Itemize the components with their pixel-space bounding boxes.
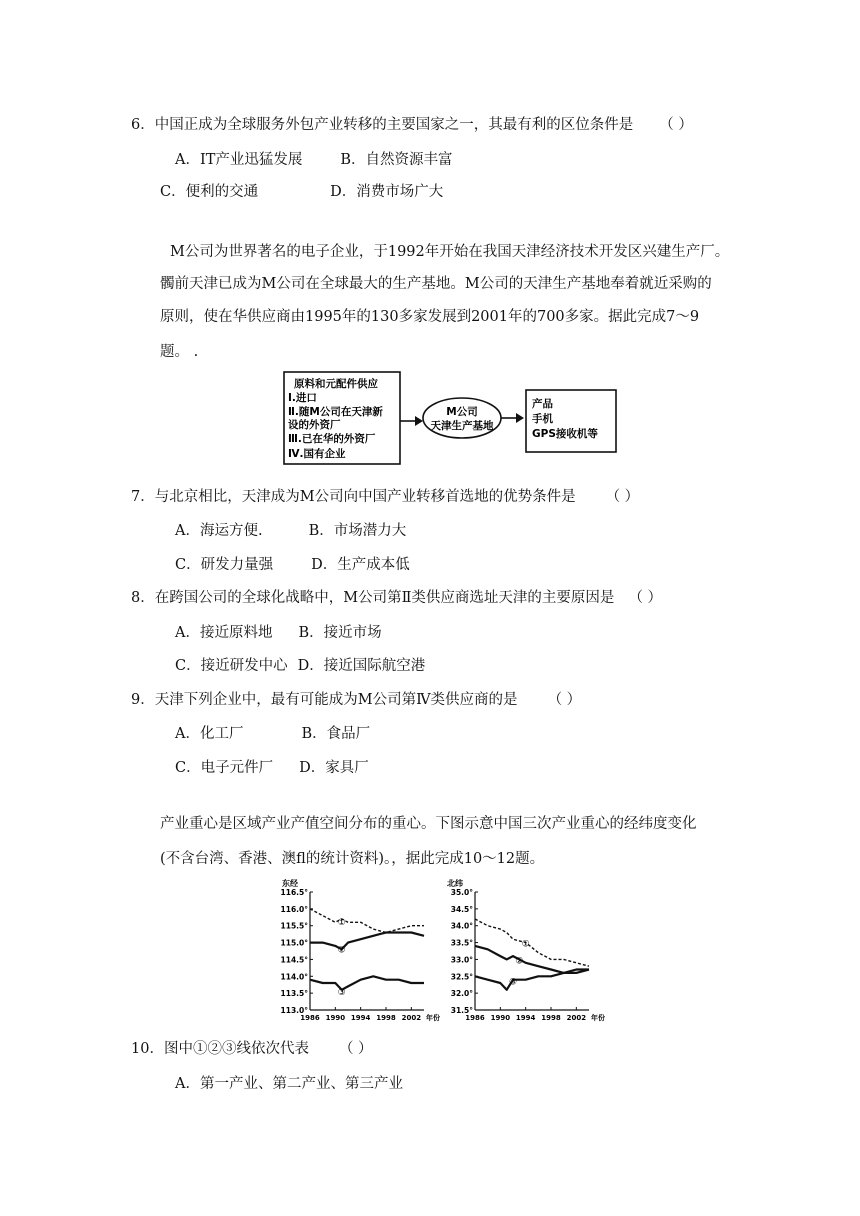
question-7-stem xyxy=(131,485,639,506)
series-label-3: ③ xyxy=(337,987,346,998)
option-a: A．化工厂 xyxy=(175,726,244,742)
x-tick-label: 1994 xyxy=(350,1014,371,1022)
option-d: D．家具厂 xyxy=(299,760,369,776)
y-tick-label: 35.0° xyxy=(450,888,473,897)
question-7-text: 7．与北京相比，天津成为M公司向中国产业转移首选地的优势条件是 xyxy=(131,489,576,505)
option-b: B．市场潜力大 xyxy=(308,523,407,539)
series-line-1 xyxy=(475,919,589,966)
answer-parentheses: （ ） xyxy=(605,489,640,505)
x-tick-label: 2002 xyxy=(566,1014,587,1022)
series-label-3: ③ xyxy=(508,977,518,988)
answer-parentheses: （ ） xyxy=(547,692,582,708)
latitude-chart xyxy=(443,878,605,1026)
question-7-options-row-2 xyxy=(175,553,410,574)
question-6-options-row-2 xyxy=(160,180,443,201)
supply-item-2b: 设的外资厂 xyxy=(288,419,341,431)
question-6-options-row-1 xyxy=(175,148,453,169)
question-7-options-row-1 xyxy=(175,519,406,540)
question-9-options-row-1 xyxy=(175,722,370,743)
y-tick-label: 113.5° xyxy=(280,989,308,999)
y-tick-label: 34.5° xyxy=(450,904,473,914)
option-a: A．接近原料地 xyxy=(175,625,273,641)
supply-item-3: Ⅲ.已在华的外资厂 xyxy=(288,433,376,445)
series-line-2 xyxy=(475,946,589,973)
question-9-stem xyxy=(131,688,581,709)
x-tick-label: 2002 xyxy=(401,1014,422,1022)
option-c: C．研发力量强 xyxy=(175,557,274,573)
question-9-options-row-2 xyxy=(175,756,369,777)
question-10-text: 10．图中①②③线依次代表 xyxy=(131,1041,309,1057)
product-item-2: GPS接收机等 xyxy=(532,428,598,440)
y-tick-label: 114.5° xyxy=(280,955,308,965)
x-tick-label: 1986 xyxy=(465,1014,485,1022)
answer-parentheses: （ ） xyxy=(338,1041,373,1057)
y-tick-label: 32.5° xyxy=(450,972,473,982)
y-tick-label: 116.0° xyxy=(280,904,308,914)
supply-item-4: Ⅳ.国有企业 xyxy=(288,448,346,460)
arrow-head-2 xyxy=(516,413,524,423)
passage-1-line-3: 原则，使在华供应商由1995年的130多家发展到2001年的700多家。据此完成7～9 xyxy=(160,309,700,325)
option-b: B．自然资源丰富 xyxy=(340,152,453,168)
series-line-3 xyxy=(310,976,424,990)
option-c: C．便利的交通 xyxy=(160,184,259,200)
y-tick-label: 115.0° xyxy=(280,938,308,948)
supply-flow-diagram xyxy=(282,370,618,466)
passage-1-line-1: M公司为世界著名的电子企业，于1992年开始在我国天津经济技术开发区兴建生产厂。 xyxy=(170,244,730,260)
x-axis-label: 年份 xyxy=(426,1014,440,1022)
passage-2-line-2: (不含台湾、香港、澳fl的统计资料)。，据此完成10～12题。 xyxy=(160,851,545,867)
series-label-1: ① xyxy=(521,939,530,950)
question-8-stem xyxy=(131,586,662,607)
base-label-1: M公司 xyxy=(446,406,478,418)
passage-2-line-1: 产业重心是区域产业产值空间分布的重心。下图示意中国三次产业重心的经纬度变化 xyxy=(160,816,697,832)
series-line-2 xyxy=(310,933,424,950)
y-tick-label: 115.5° xyxy=(280,921,308,931)
series-label-2: ② xyxy=(515,956,524,967)
x-tick-label: 1998 xyxy=(541,1014,561,1022)
series-line-3 xyxy=(475,970,589,990)
passage-1-line-4: 题。 . xyxy=(160,344,199,360)
series-line-1 xyxy=(310,909,424,933)
y-axis-label: 东经 xyxy=(282,879,298,888)
x-tick-label: 1994 xyxy=(515,1014,536,1022)
option-d: D．消费市场广大 xyxy=(330,184,444,200)
option-c: C．接近研发中心 xyxy=(175,658,288,674)
x-tick-label: 1990 xyxy=(490,1014,511,1022)
supply-title: 原料和元配件供应 xyxy=(294,378,378,390)
question-8-options-row-1 xyxy=(175,621,382,642)
answer-parentheses: （ ） xyxy=(628,590,663,606)
option-b: B．食品厂 xyxy=(301,726,371,742)
question-8-options-row-2 xyxy=(175,654,425,675)
question-10-option-a: A．第一产业、第二产业、第三产业 xyxy=(175,1076,403,1092)
y-tick-label: 113.0° xyxy=(280,1006,308,1015)
option-a: A．IT产业迅猛发展 xyxy=(175,152,303,168)
question-6-text: 6．中国正成为全球服务外包产业转移的主要国家之一，其最有利的区位条件是 xyxy=(131,117,634,133)
base-ellipse xyxy=(423,398,501,438)
longitude-chart xyxy=(278,878,440,1026)
base-label-2: 天津生产基地 xyxy=(430,420,494,432)
option-b: B．接近市场 xyxy=(298,625,382,641)
y-tick-label: 116.5° xyxy=(280,888,308,897)
product-item-1: 手机 xyxy=(532,413,553,425)
x-tick-label: 1998 xyxy=(376,1014,396,1022)
series-label-1: ① xyxy=(337,917,346,928)
option-d: D．接近国际航空港 xyxy=(297,658,426,674)
option-c: C．电子元件厂 xyxy=(175,760,274,776)
question-9-text: 9．天津下列企业中，最有可能成为M公司第Ⅳ类供应商的是 xyxy=(131,692,518,708)
y-tick-label: 33.0° xyxy=(450,955,473,965)
arrow-head-1 xyxy=(415,416,423,426)
x-axis-label: 年份 xyxy=(591,1014,605,1022)
option-a: A．海运方便. xyxy=(175,523,263,539)
y-tick-label: 32.0° xyxy=(450,989,473,999)
supply-item-1: Ⅰ.进口 xyxy=(288,392,317,404)
x-tick-label: 1986 xyxy=(300,1014,320,1022)
y-tick-label: 33.5° xyxy=(450,938,473,948)
answer-parentheses: （ ） xyxy=(659,117,693,133)
option-d: D．生产成本低 xyxy=(311,557,410,573)
y-tick-label: 31.5° xyxy=(450,1006,473,1015)
question-10-stem xyxy=(131,1037,373,1058)
y-axis-label: 北纬 xyxy=(447,879,463,888)
supply-item-2: Ⅱ.随M公司在天津新 xyxy=(288,406,383,418)
question-6-stem xyxy=(131,113,693,134)
x-tick-label: 1990 xyxy=(325,1014,346,1022)
passage-1-line-2: 髑前天津已成为M公司在全球最大的生产基地。M公司的天津生产基地奉着就近采购的 xyxy=(160,276,712,292)
y-tick-label: 114.0° xyxy=(280,972,308,982)
question-8-text: 8．在跨国公司的全球化战略中，M公司第Ⅱ类供应商选址天津的主要原因是 xyxy=(131,590,615,606)
y-tick-label: 34.0° xyxy=(450,921,473,931)
series-label-2: ② xyxy=(337,945,346,956)
product-title: 产品 xyxy=(532,398,553,410)
